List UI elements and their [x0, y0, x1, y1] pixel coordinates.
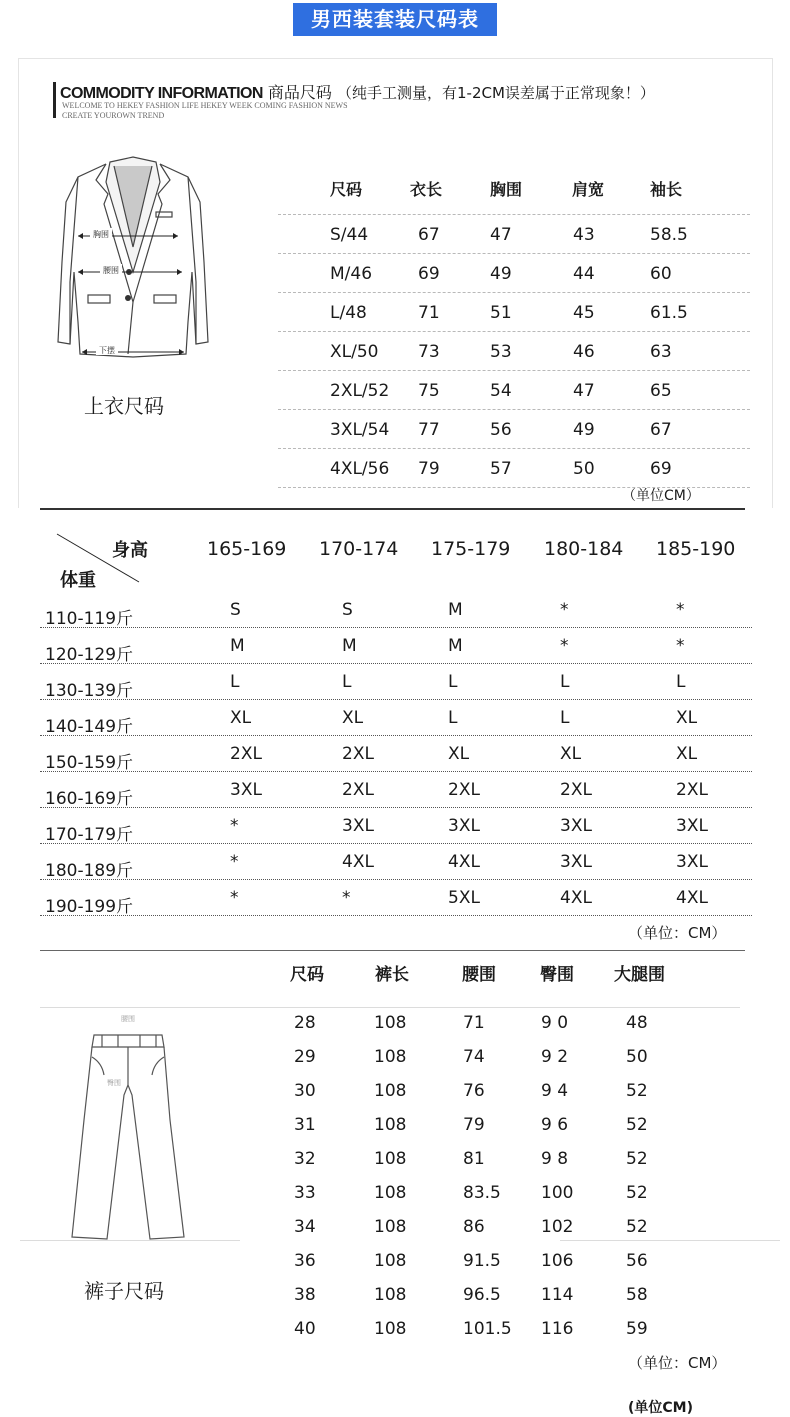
table-cell: 9 0	[541, 1013, 569, 1033]
table-cell: 108	[374, 1115, 407, 1135]
table-row	[280, 1013, 740, 1047]
size-cell: 3XL	[676, 852, 708, 872]
weight-cell: 150-159斤	[45, 753, 134, 773]
frame-top-line	[18, 58, 773, 59]
table-row	[280, 1115, 740, 1149]
table-cell: 74	[463, 1047, 485, 1067]
table-cell: 60	[650, 264, 672, 284]
table-cell: XL/50	[330, 342, 379, 362]
weight-cell: 170-179斤	[45, 825, 134, 845]
table-cell: M/46	[330, 264, 373, 284]
table-cell: 102	[541, 1217, 574, 1237]
pants-col-header: 裤长	[375, 965, 409, 985]
table-cell: S/44	[330, 225, 369, 245]
table-cell: 91.5	[463, 1251, 501, 1271]
table-cell: 79	[418, 459, 440, 479]
table-cell: 46	[573, 342, 595, 362]
jacket-col-header: 尺码	[330, 180, 363, 199]
size-cell: 3XL	[342, 816, 374, 836]
jacket-col-header: 衣长	[410, 180, 443, 199]
table-cell: 3XL/54	[330, 420, 390, 440]
frame-right-line	[772, 58, 773, 508]
size-cell: *	[676, 600, 685, 620]
size-cell: 2XL	[342, 744, 374, 764]
table-cell: 45	[573, 303, 595, 323]
size-cell: 3XL	[448, 816, 480, 836]
pants-guide-line-1	[40, 1007, 740, 1008]
size-cell: *	[230, 816, 239, 836]
table-cell: 52	[626, 1149, 648, 1169]
table-cell: 63	[650, 342, 672, 362]
header-subtitle-line-2: CREATE YOUROWN TREND	[62, 111, 165, 120]
table-cell: 9 4	[541, 1081, 569, 1101]
header-note: （纯手工测量，有1-2CM误差属于正常现象！）	[337, 84, 655, 102]
table-row	[278, 215, 750, 254]
table-cell: 108	[374, 1319, 407, 1339]
weight-cell: 110-119斤	[45, 609, 134, 629]
table-cell: 65	[650, 381, 672, 401]
table-cell: 56	[626, 1251, 648, 1271]
size-cell: L	[676, 672, 686, 692]
pants-col-header: 腰围	[462, 965, 496, 985]
table-cell: 83.5	[463, 1183, 501, 1203]
jacket-col-header: 胸围	[490, 180, 523, 199]
height-column-header: 185-190	[656, 538, 736, 560]
table-row	[40, 592, 752, 628]
jacket-unit-note: （单位CM）	[622, 488, 700, 504]
table-row	[280, 1217, 740, 1251]
size-cell: *	[342, 888, 351, 908]
weight-cell: 120-129斤	[45, 645, 134, 665]
table-cell: 36	[294, 1251, 316, 1271]
size-cell: XL	[448, 744, 470, 764]
table-cell: 108	[374, 1251, 407, 1271]
table-cell: 71	[418, 303, 440, 323]
page-title-banner: 男西装套装尺码表	[293, 3, 497, 36]
size-chart-unit-note: （单位：CM）	[628, 924, 727, 942]
commodity-header	[60, 80, 655, 103]
height-axis-label: 身高	[112, 540, 148, 561]
pants-guide-line-2	[20, 1240, 240, 1241]
height-column-header: 175-179	[431, 538, 511, 560]
table-row	[278, 254, 750, 293]
table-cell: 108	[374, 1013, 407, 1033]
size-cell: M	[342, 636, 357, 656]
table-cell: 54	[490, 381, 512, 401]
size-cell: 2XL	[448, 780, 480, 800]
table-cell: 52	[626, 1115, 648, 1135]
table-cell: 33	[294, 1183, 316, 1203]
table-cell: 31	[294, 1115, 316, 1135]
weight-cell: 160-169斤	[45, 789, 134, 809]
size-cell: 2XL	[560, 780, 592, 800]
table-cell: 108	[374, 1047, 407, 1067]
size-cell: *	[230, 852, 239, 872]
table-cell: 77	[418, 420, 440, 440]
size-cell: M	[448, 600, 463, 620]
table-cell: 32	[294, 1149, 316, 1169]
table-row	[40, 700, 752, 736]
size-cell: *	[560, 600, 569, 620]
pants-unit-note: （单位：CM）	[628, 1354, 727, 1372]
table-cell: 61.5	[650, 303, 688, 323]
table-cell: 108	[374, 1183, 407, 1203]
size-cell: 2XL	[676, 780, 708, 800]
table-cell: 38	[294, 1285, 316, 1305]
size-cell: L	[560, 672, 570, 692]
table-cell: 52	[626, 1081, 648, 1101]
pants-diagram	[62, 1015, 192, 1250]
table-cell: 108	[374, 1217, 407, 1237]
table-cell: 108	[374, 1081, 407, 1101]
size-cell: *	[230, 888, 239, 908]
table-cell: 101.5	[463, 1319, 512, 1339]
size-cell: XL	[676, 708, 698, 728]
jacket-col-header: 肩宽	[572, 180, 605, 199]
table-cell: 79	[463, 1115, 485, 1135]
table-cell: L/48	[330, 303, 367, 323]
size-cell: 4XL	[676, 888, 708, 908]
table-cell: 49	[490, 264, 512, 284]
table-row	[280, 1319, 740, 1353]
weight-cell: 180-189斤	[45, 861, 134, 881]
table-row	[280, 1047, 740, 1081]
table-row	[278, 371, 750, 410]
table-cell: 34	[294, 1217, 316, 1237]
table-cell: 114	[541, 1285, 574, 1305]
table-cell: 2XL/52	[330, 381, 390, 401]
table-cell: 71	[463, 1013, 485, 1033]
table-cell: 30	[294, 1081, 316, 1101]
table-row	[280, 1081, 740, 1115]
size-cell: XL	[560, 744, 582, 764]
table-cell: 9 8	[541, 1149, 569, 1169]
table-row	[278, 293, 750, 332]
size-cell: 5XL	[448, 888, 480, 908]
pants-size-label: 裤子尺码	[84, 1279, 164, 1303]
table-row	[40, 844, 752, 880]
size-cell: 3XL	[230, 780, 262, 800]
pants-hip-label: 臀围	[107, 1079, 121, 1087]
size-cell: 2XL	[230, 744, 262, 764]
size-cell: XL	[230, 708, 252, 728]
size-cell: 4XL	[560, 888, 592, 908]
height-column-header: 165-169	[207, 538, 287, 560]
table-row	[40, 880, 752, 916]
table-cell: 75	[418, 381, 440, 401]
table-row	[280, 1149, 740, 1183]
table-cell: 108	[374, 1149, 407, 1169]
size-cell: 3XL	[560, 816, 592, 836]
table-cell: 50	[573, 459, 595, 479]
size-cell: 3XL	[560, 852, 592, 872]
table-cell: 50	[626, 1047, 648, 1067]
size-cell: XL	[676, 744, 698, 764]
size-cell: L	[230, 672, 240, 692]
table-cell: 59	[626, 1319, 648, 1339]
table-cell: 43	[573, 225, 595, 245]
section-divider-2	[40, 950, 745, 951]
table-cell: 52	[626, 1217, 648, 1237]
weight-cell: 130-139斤	[45, 681, 134, 701]
size-cell: L	[342, 672, 352, 692]
table-cell: 67	[650, 420, 672, 440]
size-cell: M	[448, 636, 463, 656]
jacket-hem-label: 下摆	[99, 346, 115, 355]
size-cell: *	[560, 636, 569, 656]
header-title-cn: 商品尺码	[267, 83, 332, 102]
pants-col-header: 大腿围	[614, 965, 665, 985]
table-cell: 58.5	[650, 225, 688, 245]
table-cell: 47	[573, 381, 595, 401]
frame-left-line	[18, 58, 19, 508]
table-row	[280, 1251, 740, 1285]
table-cell: 86	[463, 1217, 485, 1237]
size-cell: 4XL	[448, 852, 480, 872]
table-cell: 53	[490, 342, 512, 362]
size-cell: 2XL	[342, 780, 374, 800]
table-cell: 48	[626, 1013, 648, 1033]
size-cell: S	[230, 600, 241, 620]
pants-waist-label: 腰围	[121, 1015, 135, 1023]
table-cell: 69	[650, 459, 672, 479]
table-row	[40, 664, 752, 700]
table-row	[278, 449, 750, 488]
table-cell: 47	[490, 225, 512, 245]
table-row	[280, 1285, 740, 1319]
size-cell: *	[676, 636, 685, 656]
pants-unit-note-2: (单位CM)	[628, 1400, 694, 1416]
jacket-size-label: 上衣尺码	[84, 394, 164, 418]
table-row	[40, 772, 752, 808]
table-cell: 76	[463, 1081, 485, 1101]
table-cell: 73	[418, 342, 440, 362]
table-row	[278, 332, 750, 371]
size-cell: S	[342, 600, 353, 620]
table-cell: 9 6	[541, 1115, 569, 1135]
table-row	[40, 736, 752, 772]
table-row	[40, 628, 752, 664]
table-cell: 4XL/56	[330, 459, 390, 479]
size-cell: L	[560, 708, 570, 728]
weight-cell: 190-199斤	[45, 897, 134, 917]
table-cell: 108	[374, 1285, 407, 1305]
size-cell: M	[230, 636, 245, 656]
header-title-en: COMMODITY INFORMATION	[60, 85, 263, 102]
height-column-header: 170-174	[319, 538, 399, 560]
table-cell: 52	[626, 1183, 648, 1203]
size-cell: L	[448, 672, 458, 692]
jacket-waist-label: 腰围	[103, 266, 119, 275]
header-subtitle	[62, 101, 392, 121]
size-cell: XL	[342, 708, 364, 728]
size-cell: 4XL	[342, 852, 374, 872]
table-cell: 96.5	[463, 1285, 501, 1305]
header-accent-bar	[53, 82, 56, 118]
table-row	[278, 410, 750, 449]
table-cell: 57	[490, 459, 512, 479]
table-cell: 51	[490, 303, 512, 323]
weight-axis-label: 体重	[60, 570, 96, 591]
table-cell: 9 2	[541, 1047, 569, 1067]
table-cell: 56	[490, 420, 512, 440]
size-cell: L	[448, 708, 458, 728]
weight-cell: 140-149斤	[45, 717, 134, 737]
table-cell: 29	[294, 1047, 316, 1067]
pants-col-header: 臀围	[540, 965, 574, 985]
header-subtitle-line-1: WELCOME TO HEKEY FASHION LIFE HEKEY WEEK COMING FASHION NEWS	[62, 101, 348, 110]
table-cell: 49	[573, 420, 595, 440]
table-row	[280, 1183, 740, 1217]
table-cell: 116	[541, 1319, 574, 1339]
table-cell: 81	[463, 1149, 485, 1169]
table-cell: 67	[418, 225, 440, 245]
jacket-col-header: 袖长	[650, 180, 683, 199]
table-row	[40, 808, 752, 844]
height-column-header: 180-184	[544, 538, 624, 560]
jacket-chest-label: 胸围	[93, 230, 109, 239]
table-cell: 106	[541, 1251, 574, 1271]
table-cell: 69	[418, 264, 440, 284]
table-cell: 44	[573, 264, 595, 284]
section-divider-1	[40, 508, 745, 510]
table-cell: 28	[294, 1013, 316, 1033]
table-cell: 58	[626, 1285, 648, 1305]
jacket-diagram	[48, 152, 218, 367]
table-cell: 40	[294, 1319, 316, 1339]
size-cell: 3XL	[676, 816, 708, 836]
table-cell: 100	[541, 1183, 574, 1203]
pants-col-header: 尺码	[290, 965, 324, 985]
